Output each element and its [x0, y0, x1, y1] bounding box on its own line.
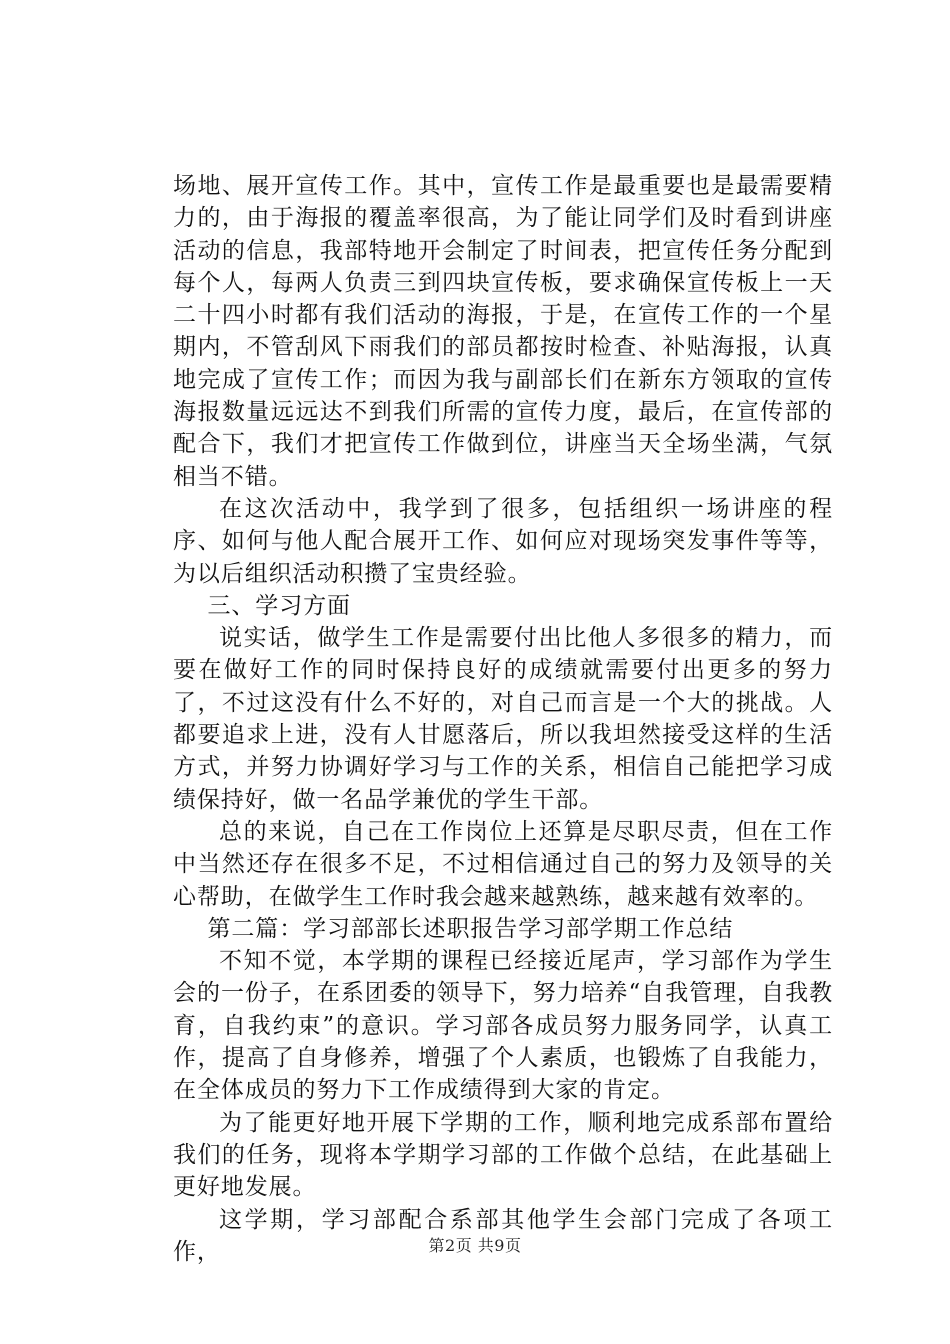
chapter-heading: 第二篇：学习部部长述职报告学习部学期工作总结: [207, 915, 734, 942]
body-paragraph: 在这次活动中，我学到了很多，包括组织一场讲座的程序、如何与他人配合展开工作、如何应对现场突发事件等等，为以后组织活动积攒了宝贵经验。: [173, 495, 833, 587]
body-paragraph: 为了能更好地开展下学期的工作，顺利地完成系部布置给我们的任务，现将本学期学习部的工作做个总结，在此基础上更好地发展。: [173, 1109, 833, 1201]
section-heading: 三、学习方面: [207, 592, 351, 619]
body-paragraph: 这学期，学习部配合系部其他学生会部门完成了各项工作，: [173, 1206, 833, 1265]
document-body: [173, 170, 833, 1268]
body-paragraph: 场地、展开宣传工作。其中，宣传工作是最重要也是最需要精力的，由于海报的覆盖率很高，为了能让同学们及时看到讲座活动的信息，我部特地开会制定了时间表，把宣传任务分配到每个人，每两人负责三到四块宣传板，要求确保宣传板上一天二十四小时都有我们活动的海报，于是，在宣传工作的一个星期内，不管刮风下雨我们的部员都按时检查、补贴海报，认真地完成了宣传工作；而因为我与副部长们在新东方领取的宣传海报数量远远达不到我们所需的宣传力度，最后，在宣传部的配合下，我们才把宣传工作做到位，讲座当天全场坐满，气氛相当不错。: [173, 173, 833, 490]
body-paragraph: 说实话，做学生工作是需要付出比他人多很多的精力，而要在做好工作的同时保持良好的成绩就需要付出更多的努力了，不过这没有什么不好的，对自己而言是一个大的挑战。人都要追求上进，没有人甘愿落后，所以我坦然接受这样的生活方式，并努力协调好学习与工作的关系，相信自己能把学习成绩保持好，做一名品学兼优的学生干部。: [173, 625, 833, 813]
page-number-footer: 第2页 共9页: [428, 1236, 522, 1255]
body-paragraph: 不知不觉，本学期的课程已经接近尾声，学习部作为学生会的一份子，在系团委的领导下，努力培养“自我管理，自我教育，自我约束”的意识。学习部各成员努力服务同学，认真工作，提高了自身修养，增强了个人素质，也锻炼了自我能力，在全体成员的努力下工作成绩得到大家的肯定。: [173, 948, 833, 1104]
body-paragraph: 总的来说，自己在工作岗位上还算是尽职尽责，但在工作中当然还存在很多不足，不过相信通过自己的努力及领导的关心帮助，在做学生工作时我会越来越熟练，越来越有效率的。: [173, 818, 833, 910]
